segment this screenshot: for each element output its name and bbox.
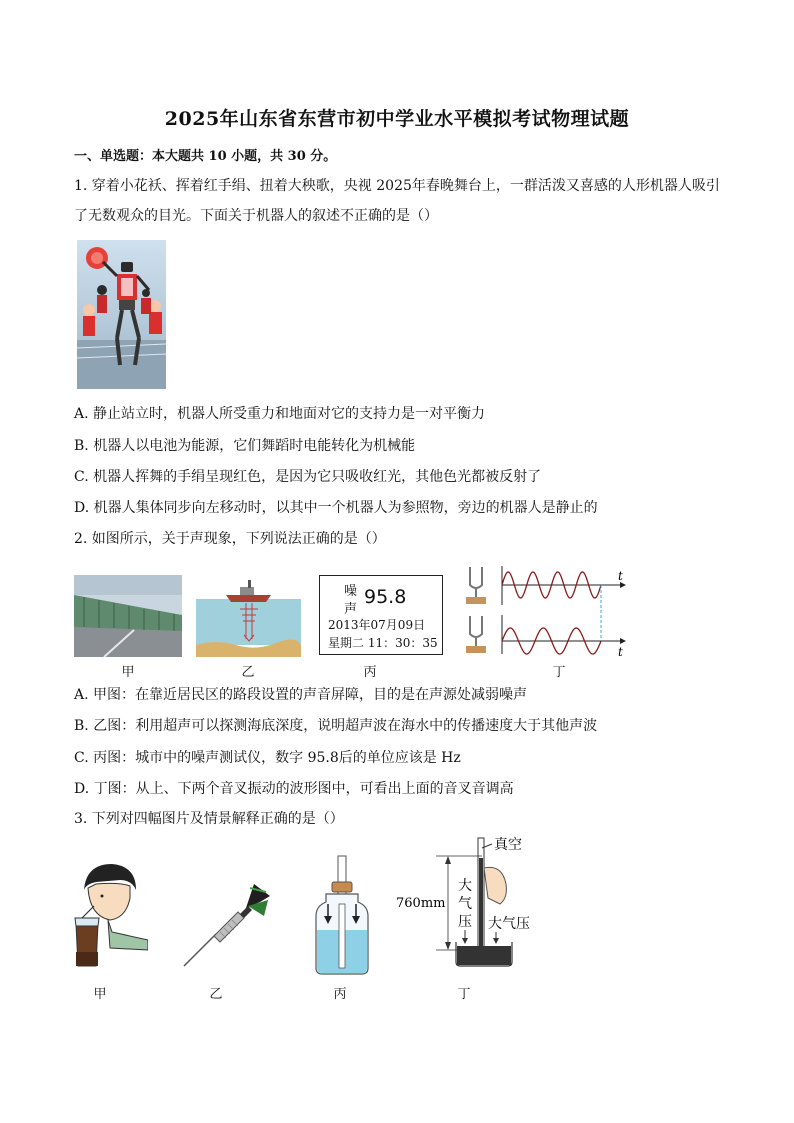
height-label: 760mm bbox=[396, 896, 446, 911]
noise-time: 星期二 11：30：35 bbox=[328, 636, 438, 650]
tuning-fork-bottom bbox=[470, 616, 482, 646]
page-title: 2025年山东省东营市初中学业水平模拟考试物理试题 bbox=[164, 108, 630, 130]
q1-option-c: C. 机器人挥舞的手绢呈现红色，是因为它只吸收红光，其他色光都被反射了 bbox=[74, 469, 542, 485]
q1-option-d: D. 机器人集体同步向左移动时，以其中一个机器人为参照物，旁边的机器人是静止的 bbox=[74, 500, 598, 516]
tuning-fork-waveforms bbox=[462, 563, 630, 663]
q3-caption-yi: 乙 bbox=[209, 987, 223, 1002]
sound-barrier-photo bbox=[74, 575, 182, 657]
dart-drawing bbox=[180, 878, 272, 970]
q2-caption-jia: 甲 bbox=[121, 665, 135, 680]
pressure-right-label: 大气压 bbox=[488, 916, 530, 932]
noise-label-top: 噪 bbox=[344, 584, 358, 599]
q2-option-c: C. 丙图：城市中的噪声测试仪，数字 95.8后的单位应该是 Hz bbox=[74, 750, 461, 766]
q1-option-a: A. 静止站立时，机器人所受重力和地面对它的支持力是一对平衡力 bbox=[74, 406, 486, 422]
q3-caption-jia: 甲 bbox=[93, 987, 107, 1002]
q1-stem-line2: 了无数观众的目光。下面关于机器人的叙述不正确的是（） bbox=[74, 208, 438, 224]
robot-photo bbox=[77, 240, 166, 389]
q2-stem: 2. 如图所示，关于声现象，下列说法正确的是（） bbox=[74, 531, 386, 547]
wave-axis-label-top: t bbox=[618, 569, 623, 583]
bottle-tube-drawing bbox=[314, 854, 370, 976]
q2-option-b: B. 乙图：利用超声可以探测海底深度，说明超声波在海水中的传播速度大于其他声波 bbox=[74, 718, 598, 734]
ship-sonar-diagram bbox=[196, 575, 301, 657]
q2-option-a: A. 甲图：在靠近居民区的路段设置的声音屏障，目的是在声源处减弱噪声 bbox=[74, 687, 528, 703]
q2-caption-ding: 丁 bbox=[552, 665, 566, 680]
q1-option-b: B. 机器人以电池为能源，它们舞蹈时电能转化为机械能 bbox=[74, 438, 416, 454]
noise-date: 2013年07月09日 bbox=[328, 618, 426, 632]
pressure-left-char-3: 压 bbox=[458, 914, 472, 930]
section-heading: 一、单选题：本大题共 10 小题，共 30 分。 bbox=[74, 149, 337, 164]
wave-axis-label-bottom: t bbox=[618, 645, 623, 659]
boy-straw-drawing bbox=[72, 860, 148, 978]
q2-caption-yi: 乙 bbox=[241, 665, 255, 680]
q3-stem: 3. 下列对四幅图片及情景解释正确的是（） bbox=[74, 811, 344, 827]
q3-caption-bing: 丙 bbox=[333, 987, 347, 1002]
q1-stem-line1: 1. 穿着小花袄、挥着红手绢、扭着大秧歌，央视 2025年春晚舞台上，一群活泼又喜感的人形机器人吸引 bbox=[74, 178, 720, 194]
q3-caption-ding: 丁 bbox=[457, 987, 471, 1002]
tuning-fork-top bbox=[470, 567, 482, 597]
vacuum-label: 真空 bbox=[494, 837, 522, 853]
q2-caption-bing: 丙 bbox=[363, 665, 377, 680]
pressure-left-char-1: 大 bbox=[458, 878, 472, 894]
noise-label-bottom: 声 bbox=[344, 602, 358, 617]
torricelli-barometer bbox=[396, 834, 546, 980]
noise-meter bbox=[319, 575, 443, 655]
noise-value: 95.8 bbox=[364, 586, 407, 608]
q2-option-d: D. 丁图：从上、下两个音叉振动的波形图中，可看出上面的音叉音调高 bbox=[74, 781, 514, 797]
pressure-left-char-2: 气 bbox=[458, 896, 472, 912]
